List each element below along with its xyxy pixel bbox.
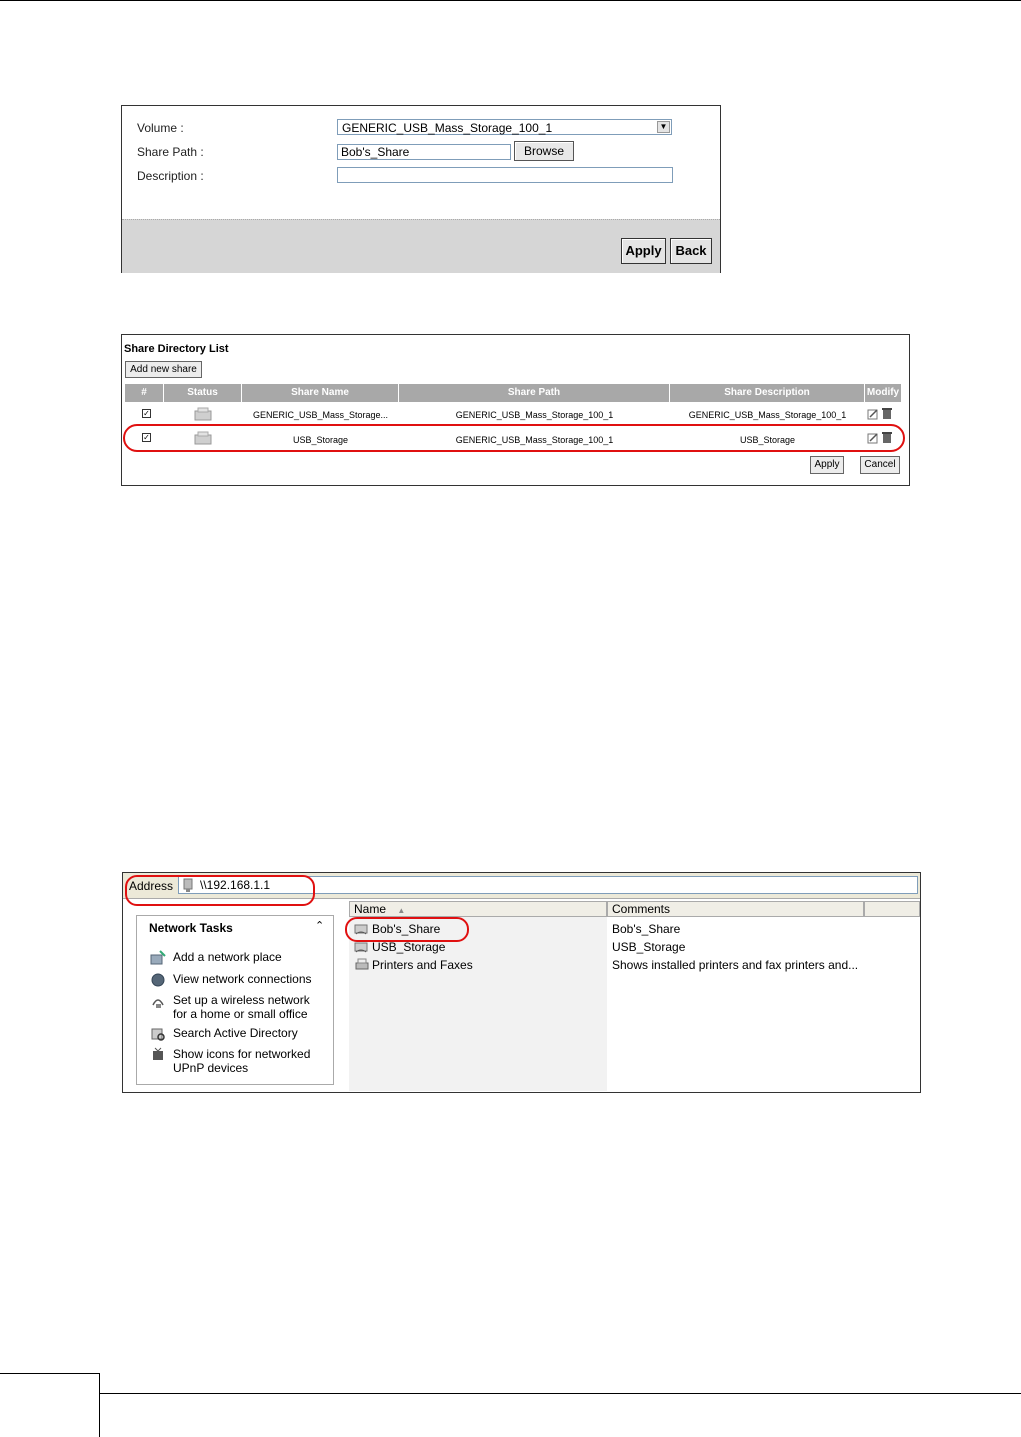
row-share-path: GENERIC_USB_Mass_Storage_100_1	[455, 435, 614, 445]
table-header	[125, 384, 901, 402]
address-value: \\192.168.1.1	[200, 878, 271, 892]
edit-share-panel	[121, 105, 721, 273]
name-column-header[interactable]	[349, 901, 607, 917]
volume-select[interactable]	[337, 119, 672, 135]
comments-column-header[interactable]: Comments	[607, 901, 864, 917]
add-new-share-button[interactable]: Add new share	[125, 361, 202, 378]
browse-button[interactable]: Browse	[514, 141, 574, 161]
explorer-window	[122, 872, 921, 1093]
share-status-icon	[193, 407, 215, 423]
row-share-name: USB_Storage	[292, 435, 349, 445]
printer-icon	[354, 958, 370, 972]
upnp-devices-icon	[150, 1047, 166, 1063]
chevron-down-icon[interactable]: ▼	[657, 121, 670, 133]
sort-ascending-icon: ▲	[397, 906, 406, 915]
task-search-active-directory[interactable]: Search Active Directory	[173, 1026, 298, 1040]
col-modify: Modify	[866, 387, 900, 398]
list-cancel-button[interactable]: Cancel	[860, 456, 900, 474]
item-name[interactable]: Printers and Faxes	[372, 958, 473, 972]
collapse-icon[interactable]: ⌃	[315, 920, 325, 932]
back-button[interactable]: Back	[670, 238, 712, 264]
task-setup-wireless[interactable]: Set up a wireless network for a home or small office	[173, 993, 310, 1021]
col-index: #	[125, 384, 164, 402]
col-share-description: Share Description	[670, 384, 865, 402]
highlight-oval	[345, 917, 469, 942]
volume-value: GENERIC_USB_Mass_Storage_100_1	[342, 121, 553, 135]
row-share-path: GENERIC_USB_Mass_Storage_100_1	[455, 410, 614, 420]
row-checkbox[interactable]: ✓	[143, 433, 150, 442]
network-connections-icon	[150, 972, 166, 988]
form-footer	[122, 219, 720, 273]
row-checkbox[interactable]: ✓	[143, 409, 150, 418]
shared-folder-icon	[354, 940, 370, 954]
col-status: Status	[164, 384, 242, 402]
extra-column-header[interactable]	[864, 901, 920, 917]
highlight-oval	[125, 875, 315, 906]
item-comment: Shows installed printers and fax printers and...	[612, 958, 859, 972]
task-view-network-connections[interactable]: View network connections	[173, 972, 312, 986]
apply-button[interactable]: Apply	[621, 238, 666, 264]
row-share-description: USB_Storage	[739, 435, 796, 445]
table-row	[125, 405, 901, 425]
highlight-oval	[123, 424, 905, 452]
name-header-label: Name	[354, 902, 387, 916]
item-name[interactable]: Bob's_Share	[372, 922, 441, 936]
share-list-title: Share Directory List	[124, 343, 229, 355]
edit-icon[interactable]	[867, 408, 879, 420]
address-label: Address	[129, 879, 174, 893]
add-network-place-icon	[150, 950, 166, 966]
trash-icon[interactable]	[881, 407, 893, 420]
col-share-path: Share Path	[399, 384, 670, 402]
share-path-input[interactable]: Bob's_Share	[337, 144, 511, 160]
item-name[interactable]: USB_Storage	[372, 940, 446, 954]
top-rule	[0, 0, 1021, 1]
item-comment: Bob's_Share	[612, 922, 681, 936]
col-share-name: Share Name	[242, 384, 399, 402]
share-path-label: Share Path :	[137, 145, 204, 159]
share-directory-panel	[121, 334, 910, 486]
task-show-upnp-icons[interactable]: Show icons for networked UPnP devices	[173, 1047, 311, 1075]
task-add-network-place[interactable]: Add a network place	[173, 950, 282, 964]
item-comment: USB_Storage	[612, 940, 686, 954]
page-number-box	[0, 1373, 100, 1437]
network-tasks-pane	[136, 915, 334, 1085]
tasks-title: Network Tasks	[149, 921, 233, 935]
description-input[interactable]	[337, 167, 673, 183]
list-apply-button[interactable]: Apply	[810, 456, 844, 474]
description-label: Description :	[137, 169, 204, 183]
wireless-network-icon	[150, 993, 166, 1009]
footer-rule	[100, 1393, 1021, 1394]
row-share-name: GENERIC_USB_Mass_Storage...	[252, 410, 389, 420]
row-share-description: GENERIC_USB_Mass_Storage_100_1	[688, 410, 847, 420]
search-directory-icon	[150, 1026, 166, 1042]
volume-label: Volume :	[137, 121, 184, 135]
